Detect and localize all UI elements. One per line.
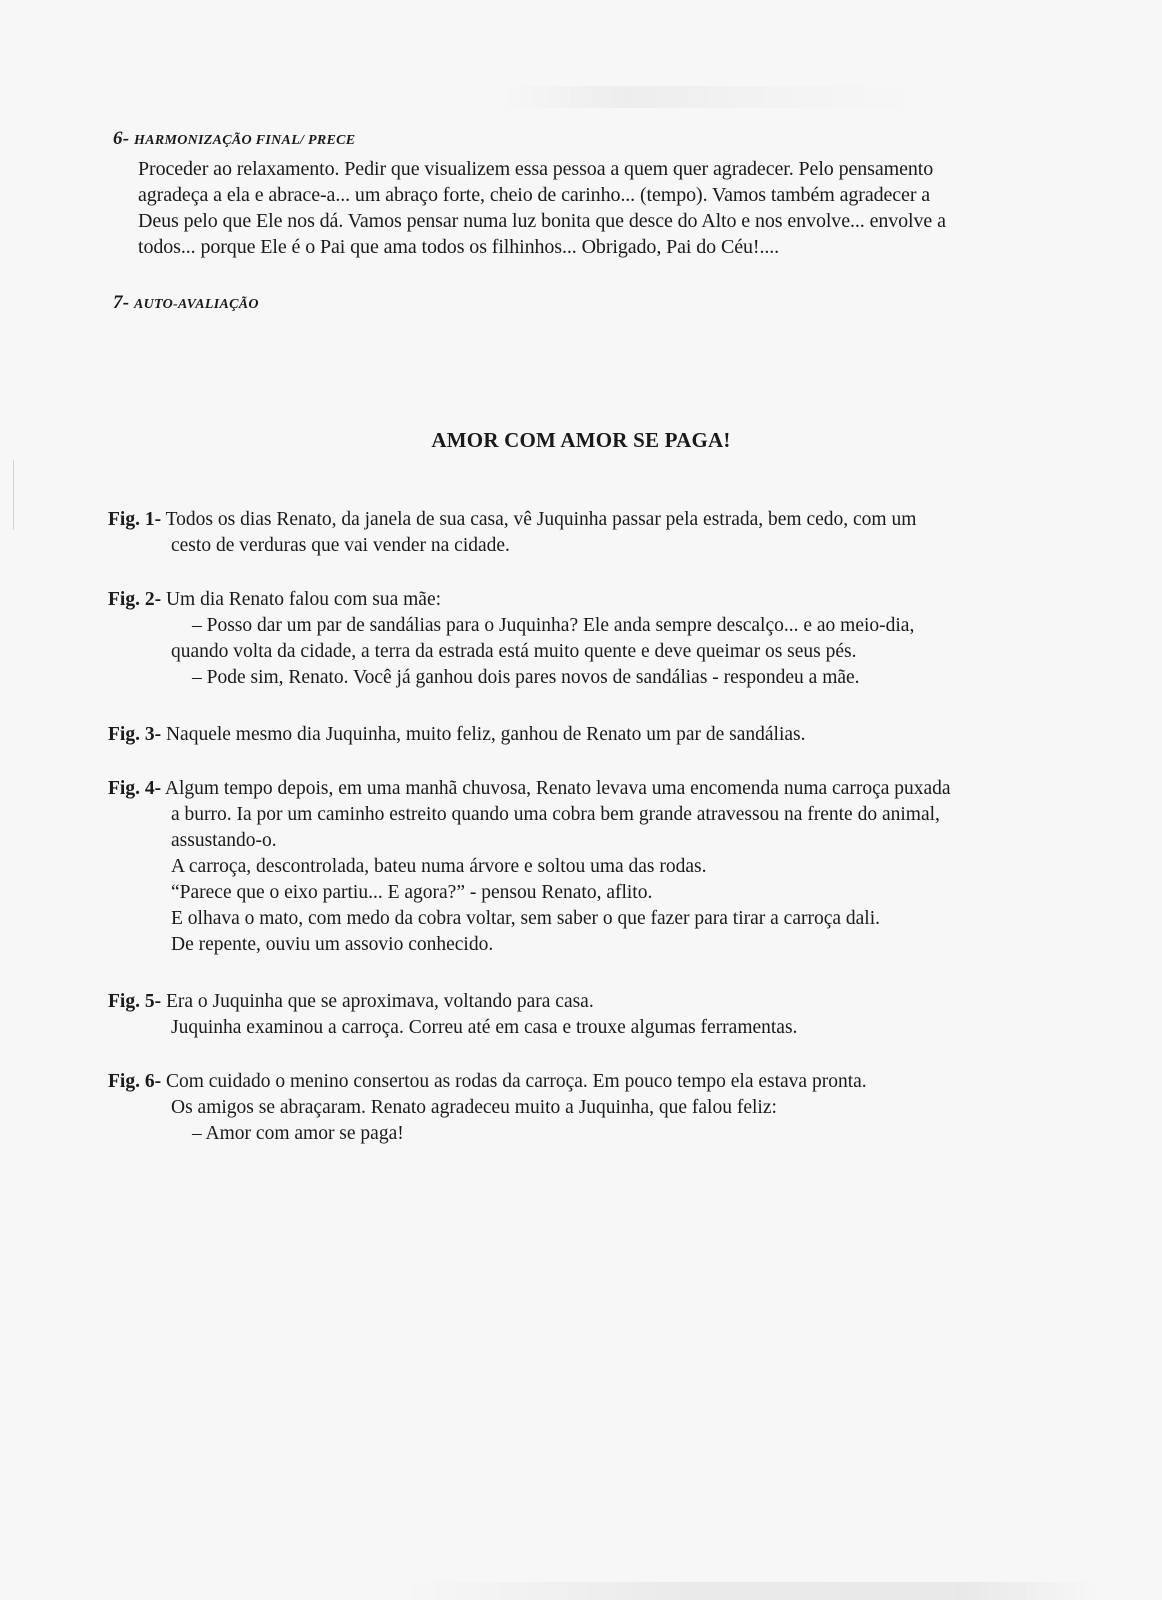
fig-1-label: Fig. 1- bbox=[108, 509, 162, 530]
fig-2-dialogue: – Posso dar um par de sandálias para o Juquinha? Ele anda sempre descalço... e ao meio-dia, bbox=[192, 615, 915, 636]
fig-4-text: De repente, ouviu um assovio conhecido. bbox=[171, 934, 494, 955]
section-7-number: 7- bbox=[113, 292, 130, 313]
fig-4-text: assustando-o. bbox=[171, 830, 277, 851]
fig-1-text: cesto de verduras que vai vender na cidade. bbox=[171, 535, 510, 556]
fig-4-text: A carroça, descontrolada, bateu numa árvore e soltou uma das rodas. bbox=[171, 856, 707, 877]
scan-artifact-top bbox=[500, 86, 920, 108]
section-7-title: AUTO-AVALIAÇÃO bbox=[134, 297, 259, 312]
fig-4-text: a burro. Ia por um caminho estreito quando uma cobra bem grande atravessou na frente do animal, bbox=[171, 804, 940, 825]
fig-3-text: Naquele mesmo dia Juquinha, muito feliz, ganhou de Renato um par de sandálias. bbox=[165, 724, 806, 745]
fig-4-text: “Parece que o eixo partiu... E agora?” - pensou Renato, aflito. bbox=[171, 882, 653, 903]
fig-4-text: Algum tempo depois, em uma manhã chuvosa, Renato levava uma encomenda numa carroça puxada bbox=[164, 778, 951, 799]
fig-6-label: Fig. 6- bbox=[108, 1071, 162, 1092]
fig-5-text: Era o Juquinha que se aproximava, voltando para casa. bbox=[165, 991, 594, 1012]
fig-2-dialogue: – Pode sim, Renato. Você já ganhou dois pares novos de sandálias - respondeu a mãe. bbox=[192, 667, 860, 688]
fig-3-paragraph bbox=[108, 722, 1048, 748]
fig-1-paragraph bbox=[108, 507, 1048, 559]
scan-artifact-bottom bbox=[400, 1582, 1100, 1600]
fig-6-text: Os amigos se abraçaram. Renato agradeceu muito a Juquinha, que falou feliz: bbox=[171, 1097, 777, 1118]
story-title: AMOR COM AMOR SE PAGA! bbox=[431, 428, 731, 452]
fig-5-paragraph bbox=[108, 989, 1048, 1041]
scan-artifact-margin bbox=[13, 460, 14, 530]
section-6-line: todos... porque Ele é o Pai que ama todos os filhinhos... Obrigado, Pai do Céu!.... bbox=[138, 236, 780, 258]
fig-5-text: Juquinha examinou a carroça. Correu até em casa e trouxe algumas ferramentas. bbox=[171, 1017, 798, 1038]
fig-2-label: Fig. 2- bbox=[108, 589, 162, 610]
section-6-line: Proceder ao relaxamento. Pedir que visualizem essa pessoa a quem quer agradecer. Pelo pensamento bbox=[138, 158, 934, 180]
fig-2-paragraph bbox=[108, 587, 1048, 691]
section-6-body bbox=[138, 156, 1038, 260]
section-7-heading bbox=[113, 292, 259, 314]
fig-4-text: E olhava o mato, com medo da cobra voltar, sem saber o que fazer para tirar a carroça dali. bbox=[171, 908, 881, 929]
fig-6-text: Com cuidado o menino consertou as rodas da carroça. Em pouco tempo ela estava pronta. bbox=[165, 1071, 867, 1092]
fig-1-text: Todos os dias Renato, da janela de sua casa, vê Juquinha passar pela estrada, bem cedo, com um bbox=[165, 509, 917, 530]
section-6-heading bbox=[113, 128, 355, 150]
section-6-line: agradeça a ela e abrace-a... um abraço forte, cheio de carinho... (tempo). Vamos também agradecer a bbox=[138, 184, 931, 206]
fig-4-paragraph bbox=[108, 776, 1048, 958]
fig-3-label: Fig. 3- bbox=[108, 724, 162, 745]
fig-2-text: Um dia Renato falou com sua mãe: bbox=[165, 589, 442, 610]
fig-6-dialogue: – Amor com amor se paga! bbox=[192, 1123, 404, 1144]
fig-6-paragraph bbox=[108, 1069, 1048, 1147]
section-6-title: HARMONIZAÇÃO FINAL/ PRECE bbox=[134, 133, 356, 148]
fig-2-text: quando volta da cidade, a terra da estrada está muito quente e deve queimar os seus pés. bbox=[171, 641, 857, 662]
fig-5-label: Fig. 5- bbox=[108, 991, 162, 1012]
section-6-number: 6- bbox=[113, 128, 130, 149]
section-6-line: Deus pelo que Ele nos dá. Vamos pensar numa luz bonita que desce do Alto e nos envolve... envolve a bbox=[138, 210, 946, 232]
fig-4-label: Fig. 4- bbox=[108, 778, 162, 799]
